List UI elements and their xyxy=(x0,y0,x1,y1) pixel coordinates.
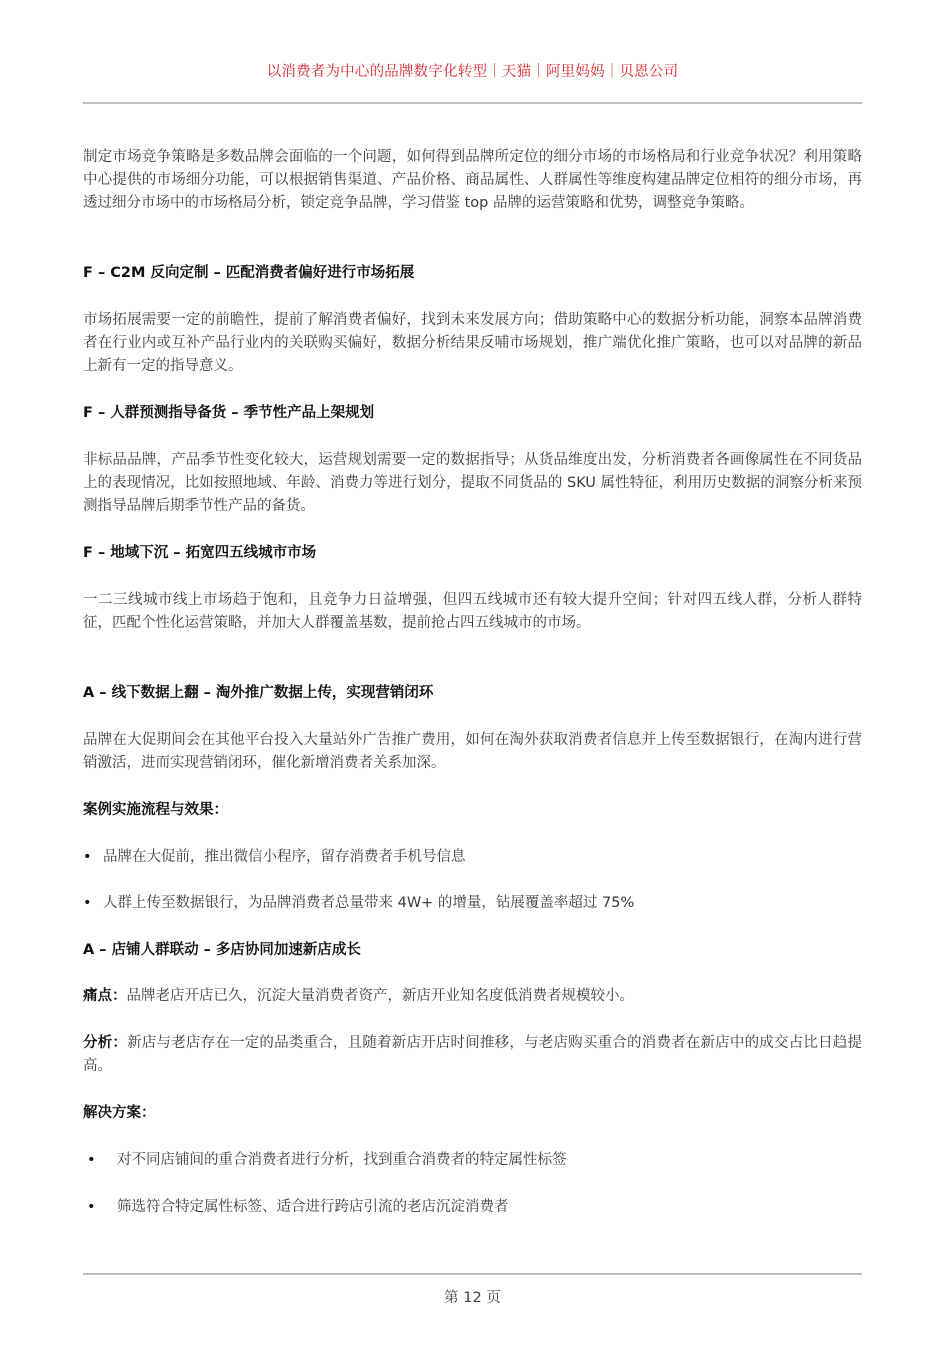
section-heading-regional: F – 地域下沉 – 拓宽四五线城市市场 xyxy=(83,545,317,561)
paragraph-offline-data: 品牌在大促期间会在其他平台投入大量站外广告推广费用，如何在淘外获取消费者信息并上传至数据银行，在淘内进行营销激活，进而实现营销闭环，催化新增消费者关系加深。 xyxy=(83,732,862,771)
solution-bullet-text: 对不同店铺间的重合消费者进行分析，找到重合消费者的特定属性标签 xyxy=(117,1152,567,1168)
page-header-title: 以消费者为中心的品牌数字化转型｜天猫｜阿里妈妈｜贝恩公司 xyxy=(266,64,679,80)
solution-bullet-text: 筛选符合特定属性标签、适合进行跨店引流的老店沉淀消费者 xyxy=(117,1199,509,1215)
analysis-text: 新店与老店存在一定的品类重合，且随着新店开店时间推移，与老店购买重合的消费者在新店中的成交占比日趋提高。 xyxy=(83,1035,862,1074)
page-number: 第 12 页 xyxy=(444,1290,501,1306)
bullet-icon: • xyxy=(87,1152,96,1168)
pain-point-label: 痛点： xyxy=(83,988,127,1004)
pain-point-paragraph xyxy=(83,985,862,1008)
header-divider xyxy=(83,102,862,104)
section-heading-forecast: F – 人群预测指导备货 – 季节性产品上架规划 xyxy=(83,405,375,421)
case-heading: 案例实施流程与效果： xyxy=(83,802,228,818)
paragraph-forecast: 非标品品牌，产品季节性变化较大，运营规划需要一定的数据指导；从货品维度出发，分析消费者各画像属性在不同货品上的表现情况，比如按照地域、年龄、消费力等进行划分，提取不同货品的 SKU 属性特征，利用历史数据的洞察分析来预测指导品牌后期季节性产品的备货。 xyxy=(83,452,862,514)
analysis-paragraph xyxy=(83,1032,862,1078)
paragraph-regional: 一二三线城市线上市场趋于饱和，且竞争力日益增强，但四五线城市还有较大提升空间；针对四五线人群，分析人群特征，匹配个性化运营策略，并加大人群覆盖基数，提前抢占四五线城市的市场。 xyxy=(83,592,862,631)
paragraph-c2m: 市场拓展需要一定的前瞻性，提前了解消费者偏好，找到未来发展方向；借助策略中心的数据分析功能，洞察本品牌消费者在行业内或互补产品行业内的关联购买偏好，数据分析结果反哺市场规划，推广端优化推广策略，也可以对品牌的新品上新有一定的指导意义。 xyxy=(83,312,862,374)
analysis-label: 分析： xyxy=(83,1035,128,1051)
pain-point-text: 品牌老店开店已久，沉淀大量消费者资产，新店开业知名度低消费者规模较小。 xyxy=(126,988,634,1004)
case-bullet-text: 品牌在大促前，推出微信小程序，留存消费者手机号信息 xyxy=(103,849,466,865)
case-bullet-item xyxy=(83,892,862,914)
solution-bullet-item xyxy=(83,1149,862,1171)
solution-heading: 解决方案： xyxy=(83,1105,156,1121)
intro-paragraph: 制定市场竞争策略是多数品牌会面临的一个问题，如何得到品牌所定位的细分市场的市场格局和行业竞争状况？利用策略中心提供的市场细分功能，可以根据销售渠道、产品价格、商品属性、人群属性等维度构建品牌定位相符的细分市场，再透过细分市场中的市场格局分析，锁定竞争品牌，学习借鉴 top 品牌的运营策略和优势，调整竞争策略。 xyxy=(83,149,862,211)
section-heading-offline-data: A – 线下数据上翻 – 淘外推广数据上传，实现营销闭环 xyxy=(83,685,434,701)
bullet-icon: • xyxy=(87,1199,96,1215)
section-heading-multistore: A – 店铺人群联动 – 多店协同加速新店成长 xyxy=(83,942,361,958)
footer-divider xyxy=(83,1273,862,1275)
section-heading-c2m: F – C2M 反向定制 – 匹配消费者偏好进行市场拓展 xyxy=(83,265,415,281)
bullet-icon: • xyxy=(83,895,92,911)
solution-bullet-item xyxy=(83,1196,862,1218)
bullet-icon: • xyxy=(83,849,92,865)
case-bullet-text: 人群上传至数据银行，为品牌消费者总量带来 4W+ 的增量，钻展覆盖率超过 75% xyxy=(103,895,635,911)
case-bullet-item xyxy=(83,846,862,868)
